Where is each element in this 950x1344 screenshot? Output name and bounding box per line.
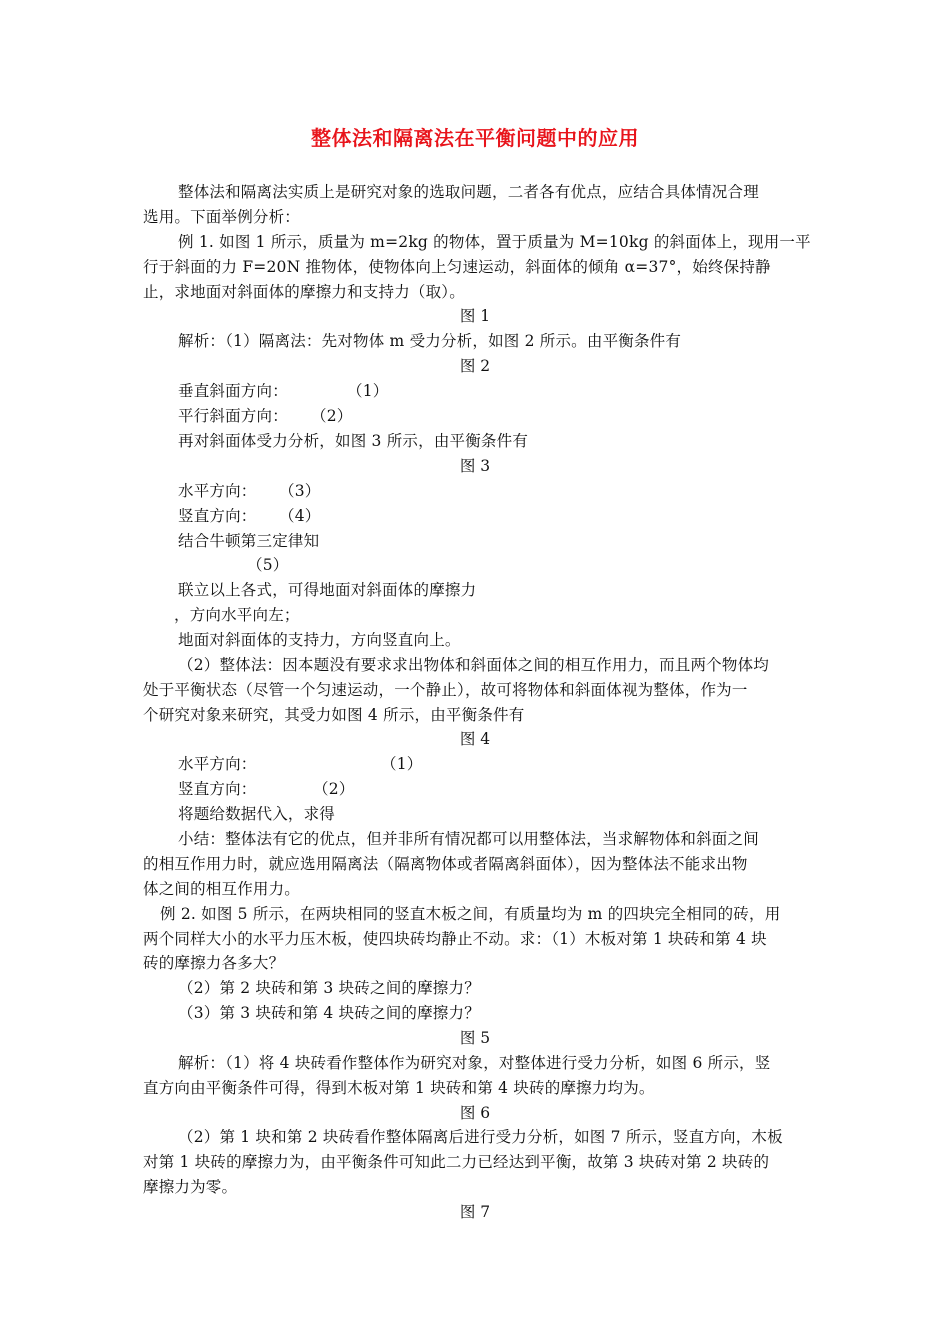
paragraph-line: 例 1. 如图 1 所示，质量为 m=2kg 的物体，置于质量为 M=10kg 的斜面体上，现用一平: [178, 233, 811, 251]
figure-caption: 图 1: [459, 307, 491, 325]
page-title: 整体法和隔离法在平衡问题中的应用: [311, 126, 639, 150]
paragraph-line: 联立以上各式，可得地面对斜面体的摩擦力: [178, 581, 477, 599]
paragraph-line: 个研究对象来研究，其受力如图 4 所示，由平衡条件有: [143, 706, 525, 724]
paragraph-line: （2）第 2 块砖和第 3 块砖之间的摩擦力？: [178, 979, 480, 997]
paragraph-line: （3）第 3 块砖和第 4 块砖之间的摩擦力？: [178, 1004, 480, 1022]
figure-caption: 图 5: [459, 1029, 491, 1047]
paragraph-line: 的相互作用力时，就应选用隔离法（隔离物体或者隔离斜面体），因为整体法不能求出物: [143, 855, 748, 873]
paragraph-line: 对第 1 块砖的摩擦力为，由平衡条件可知此二力已经达到平衡，故第 3 块砖对第 2 块砖的: [143, 1153, 770, 1171]
figure-caption: 图 3: [459, 457, 491, 475]
equation-label: 垂直斜面方向：: [178, 382, 288, 400]
paragraph-line: 结合牛顿第三定律知: [178, 532, 320, 550]
paragraph-line: 直方向由平衡条件可得，得到木板对第 1 块砖和第 4 块砖的摩擦力均为。: [143, 1079, 655, 1097]
paragraph-line: 行于斜面的力 F=20N 推物体，使物体向上匀速运动，斜面体的倾角 α=37°，始终保持静: [143, 258, 771, 276]
equation-number: （3）: [279, 482, 321, 500]
paragraph-line: 解析：（1）将 4 块砖看作整体作为研究对象，对整体进行受力分析，如图 6 所示，竖: [178, 1054, 771, 1072]
equation-label: 竖直方向：: [178, 507, 257, 525]
paragraph-line: 摩擦力为零。: [143, 1178, 238, 1196]
figure-caption: 图 2: [459, 357, 491, 375]
figure-caption: 图 7: [459, 1203, 491, 1221]
equation-number: （2）: [313, 780, 355, 798]
paragraph-line: 小结：整体法有它的优点，但并非所有情况都可以用整体法，当求解物体和斜面之间: [178, 830, 759, 848]
figure-caption: 图 4: [459, 730, 491, 748]
equation-number: （1）: [381, 755, 423, 773]
equation-label: 水平方向：: [178, 482, 257, 500]
paragraph-line: 将题给数据代入，求得: [178, 805, 336, 823]
paragraph-line: 处于平衡状态（尽管一个匀速运动，一个静止），故可将物体和斜面体视为整体，作为一: [143, 681, 748, 699]
equation-number: （5）: [247, 556, 289, 574]
equation-label: 平行斜面方向：: [178, 407, 288, 425]
equation-number: （1）: [347, 382, 389, 400]
paragraph-line: ，方向水平向左；: [174, 606, 300, 624]
paragraph-line: 砖的摩擦力各多大？: [143, 954, 285, 972]
figure-caption: 图 6: [459, 1104, 491, 1122]
equation-label: 竖直方向：: [178, 780, 257, 798]
paragraph-line: 体之间的相互作用力。: [143, 880, 301, 898]
equation-number: （4）: [279, 507, 321, 525]
paragraph-line: 止，求地面对斜面体的摩擦力和支持力（取）。: [143, 283, 465, 301]
paragraph-line: 两个同样大小的水平力压木板，使四块砖均静止不动。求：（1）木板对第 1 块砖和第 4 块: [143, 930, 767, 948]
paragraph-line: （2）第 1 块和第 2 块砖看作整体隔离后进行受力分析，如图 7 所示，竖直方向，木板: [178, 1128, 783, 1146]
equation-number: （2）: [311, 407, 353, 425]
paragraph-line: 选用。下面举例分析：: [143, 208, 301, 226]
paragraph-line: 例 2. 如图 5 所示，在两块相同的竖直木板之间，有质量均为 m 的四块完全相同的砖，用: [160, 905, 781, 923]
paragraph-line: 整体法和隔离法实质上是研究对象的选取问题，二者各有优点，应结合具体情况合理: [178, 183, 759, 201]
paragraph-line: 地面对斜面体的支持力，方向竖直向上。: [178, 631, 461, 649]
paragraph-line: 解析：（1）隔离法：先对物体 m 受力分析，如图 2 所示。由平衡条件有: [178, 332, 682, 350]
equation-label: 水平方向：: [178, 755, 257, 773]
paragraph-line: （2）整体法：因本题没有要求求出物体和斜面体之间的相互作用力，而且两个物体均: [178, 656, 769, 674]
paragraph-line: 再对斜面体受力分析，如图 3 所示，由平衡条件有: [178, 432, 529, 450]
